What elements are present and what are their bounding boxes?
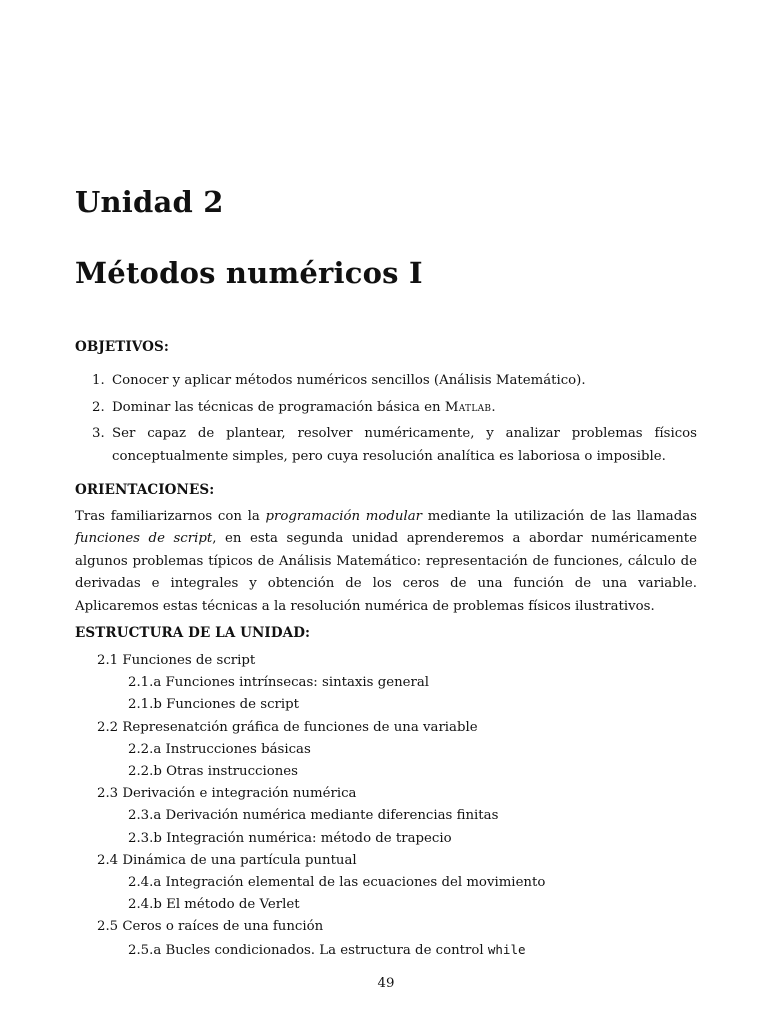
toc-subsection [75, 939, 697, 962]
objective-number: 3. [92, 426, 105, 441]
emphasis-script-functions: funciones de script [75, 531, 213, 547]
emphasis-modular: programación modular [265, 509, 422, 524]
toc-subsection: 2.2.a Instrucciones básicas [128, 741, 311, 757]
objective-number: 2. [92, 399, 105, 415]
toc-subsection: 2.4.a Integración elemental de las ecuaciones del movimiento [128, 875, 546, 891]
matlab-name: Matlab [444, 399, 492, 415]
objective-item [75, 370, 697, 393]
toc-subsection: 2.4.b El método de Verlet [128, 897, 300, 913]
objective-item [75, 397, 697, 420]
objective-text: Ser capaz de plantear, resolver numéricamente, y analizar problemas físicos conceptualmente simples, pero cuya resolución analítica es laboriosa o imposible. [112, 426, 697, 464]
objective-text: Conocer y aplicar métodos numéricos sencillos (Análisis Matemático). [112, 373, 586, 388]
structure-list [75, 650, 697, 962]
paragraph-text: Tras familiarizarnos con la [75, 509, 266, 524]
code-keyword: while [487, 941, 526, 957]
paragraph-text: , en esta segunda unidad aprenderemos a abordar numéricamente algunos problemas típicos de Análisis Matemático: representación de funciones, cálculo de derivadas e integrales y obtención de los ceros de una función de una variable. Aplicaremos estas técnicas a la resolución numérica de problemas físicos ilustrativos. [75, 531, 697, 614]
toc-subsection-text: 2.5.a Bucles condicionados. La estructura de control [128, 942, 488, 958]
toc-section: 2.1 Funciones de script [97, 653, 256, 668]
unit-title: Unidad 2 [75, 185, 224, 219]
orientations-heading: ORIENTACIONES: [75, 482, 215, 498]
toc-section: 2.4 Dinámica de una partícula puntual [97, 852, 357, 868]
objective-item [75, 423, 697, 468]
chapter-title: Métodos numéricos I [75, 256, 423, 290]
page-number: 49 [377, 976, 395, 991]
objective-number: 1. [92, 373, 105, 388]
toc-section: 2.2 Represenatción gráfica de funciones de una variable [97, 719, 478, 735]
toc-section: 2.3 Derivación e integración numérica [97, 786, 357, 802]
objectives-heading: OBJETIVOS: [75, 339, 169, 355]
orientations-paragraph [75, 506, 697, 618]
toc-section: 2.5 Ceros o raíces de una función [97, 919, 324, 935]
paragraph-text: mediante la utilización de las llamadas [421, 509, 697, 524]
toc-subsection: 2.2.b Otras instrucciones [128, 764, 299, 780]
toc-subsection: 2.3.b Integración numérica: método de trapecio [128, 830, 452, 846]
toc-subsection: 2.1.b Funciones de script [128, 697, 299, 713]
objective-text: Dominar las técnicas de programación básica en [112, 399, 445, 415]
document-page [75, 0, 697, 1024]
objective-text-end: . [491, 399, 496, 415]
toc-subsection: 2.1.a Funciones intrínsecas: sintaxis general [128, 675, 430, 691]
objectives-list [75, 370, 697, 472]
toc-subsection: 2.3.a Derivación numérica mediante diferencias finitas [128, 808, 499, 824]
structure-heading: ESTRUCTURA DE LA UNIDAD: [75, 625, 311, 641]
